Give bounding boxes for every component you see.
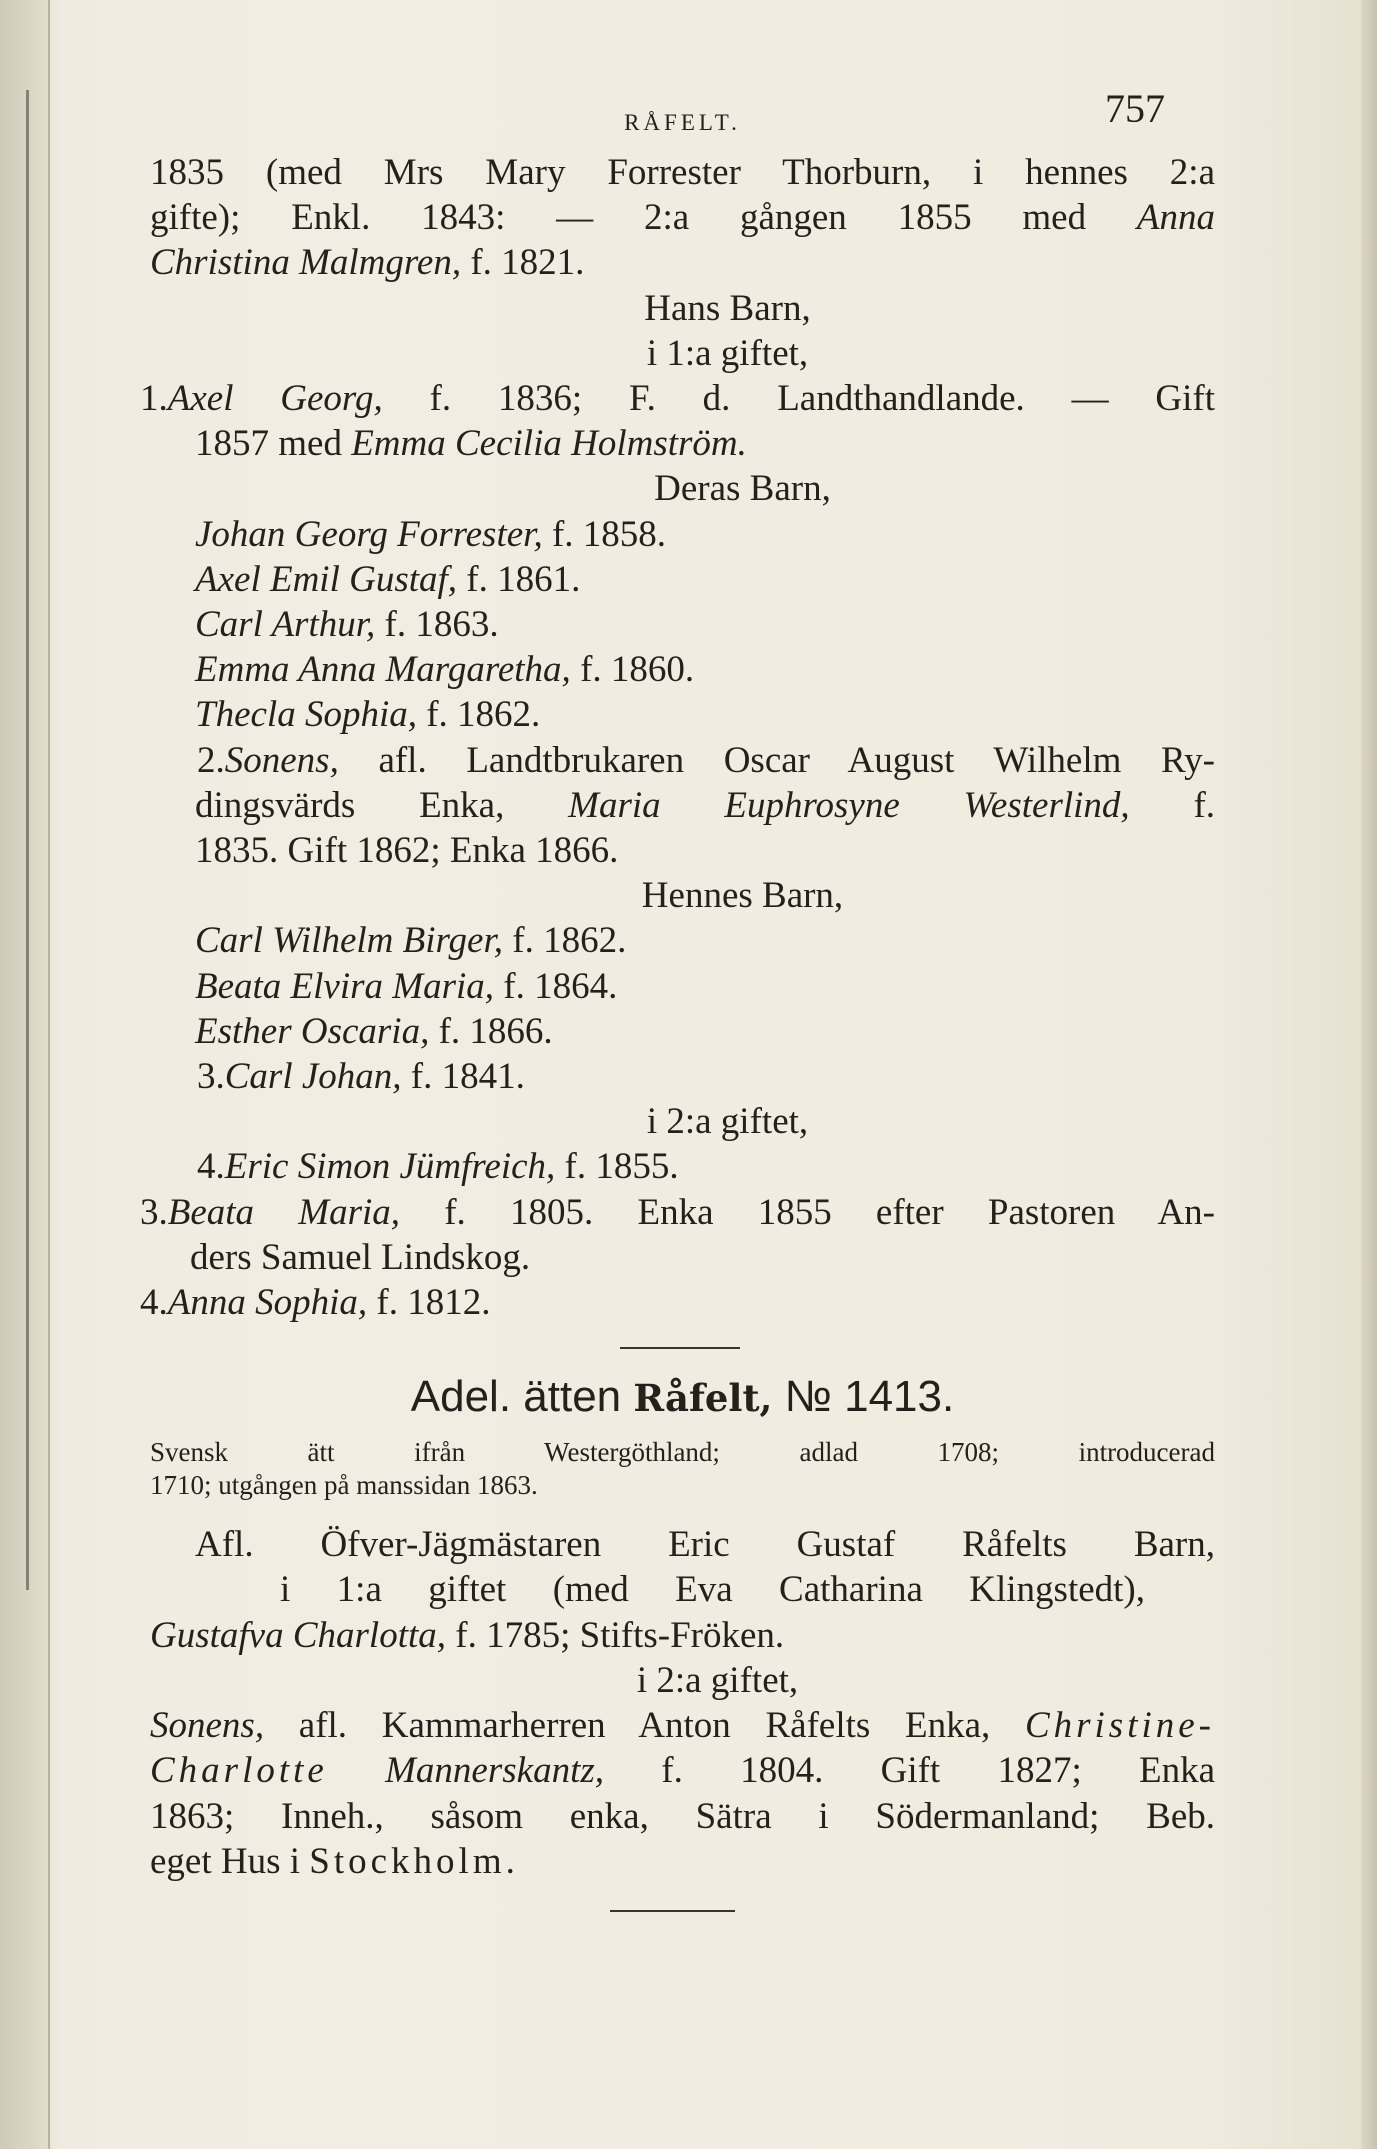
subheading: i 2:a giftet, — [636, 1659, 799, 1701]
name-italic: Sonens, — [224, 739, 339, 781]
subheading: Hans Barn, — [644, 287, 811, 329]
subheading: i 1:a giftet (med Eva Catharina Klingstedt), — [280, 1569, 1145, 1611]
text-span: f. 1821. — [470, 242, 585, 284]
text-line — [150, 783, 1215, 828]
entry-number: 2. — [197, 739, 225, 781]
text-line — [150, 647, 1215, 692]
text-line — [150, 1009, 1215, 1054]
entry-number: 4. — [140, 1282, 168, 1324]
family-name: Råfelt, — [633, 1376, 773, 1421]
text-line: 1835 (med Mrs Mary Forrester Thorburn, i hennes 2:a — [150, 152, 1215, 193]
text-line — [150, 1839, 1215, 1884]
text-line — [150, 602, 1215, 647]
text-line: ders Samuel Lindskog. — [190, 1236, 531, 1278]
page-text — [140, 80, 1216, 1912]
text-span: f. 1863. — [384, 604, 499, 646]
name-italic: Eric Simon Jümfreich, — [224, 1146, 556, 1188]
text-span: f. 1812. — [376, 1282, 491, 1324]
name-italic: Anna Sophia, — [167, 1282, 368, 1324]
running-title: RÅFELT. — [624, 110, 741, 135]
name-italic: Emma Anna Margaretha, — [195, 649, 571, 691]
name-italic: Emma Cecilia Holmström. — [351, 423, 747, 465]
text-line — [140, 376, 1215, 421]
text-line — [150, 512, 1215, 557]
genealogy-section — [140, 150, 1216, 1325]
text-span: f. 1862. — [512, 920, 627, 962]
text-span: f. 1858. — [551, 513, 667, 555]
name-italic: Esther Oscaria, — [195, 1010, 430, 1052]
subheading: i 1:a giftet, — [646, 332, 809, 374]
name-italic: Mannerskantz, — [385, 1750, 605, 1792]
name-italic: Beata Maria, — [167, 1191, 401, 1233]
family-title — [150, 1367, 1215, 1428]
text-span: f. 1785; Stifts-Fröken. — [455, 1614, 785, 1656]
gutter-shadow — [26, 90, 29, 1590]
text-line — [150, 964, 1215, 1009]
family-section — [150, 1367, 1215, 1884]
text-line — [150, 421, 1215, 466]
text-span: f. 1836; F. d. Landthandlande. — Gift — [429, 378, 1215, 420]
name-italic-spaced: Charlotte — [150, 1750, 328, 1792]
name-italic: Carl Arthur, — [195, 604, 376, 646]
text-span: f. 1805. Enka 1855 efter Pastoren An- — [444, 1191, 1215, 1233]
name-italic: Thecla Sophia, — [195, 694, 417, 736]
name-italic: Axel Emil Gustaf, — [195, 558, 458, 600]
entry-number: 3. — [197, 1056, 225, 1098]
text-span: f. 1861. — [466, 558, 581, 600]
text-span: f. 1804. Gift 1827; Enka — [661, 1750, 1216, 1792]
end-divider — [610, 1910, 735, 1912]
text-span: gifte); Enkl. 1843: — 2:a gången 1855 med — [150, 197, 1087, 239]
entry-number: 3. — [140, 1191, 168, 1233]
name-italic: Axel Georg, — [167, 378, 383, 420]
text-line — [150, 557, 1215, 602]
name-italic: Carl Johan, — [224, 1056, 402, 1098]
name-italic: Carl Wilhelm Birger, — [195, 920, 503, 962]
subheading: Hennes Barn, — [641, 875, 844, 917]
text-line — [140, 1280, 1215, 1325]
name-italic: Sonens, — [150, 1705, 265, 1747]
text-span: f. 1841. — [410, 1056, 525, 1098]
subheading: i 2:a giftet, — [646, 1101, 809, 1143]
text-span: 1857 med — [195, 423, 342, 465]
name-italic: Gustafva Charlotta, — [150, 1614, 447, 1656]
binding-gutter — [0, 0, 50, 2149]
page-number: 757 — [1105, 86, 1165, 131]
name-italic: Beata Elvira Maria, — [195, 965, 495, 1007]
text-span: f. — [1193, 784, 1216, 826]
name-italic: Johan Georg Forrester, — [195, 513, 543, 555]
entry-number: 4. — [197, 1146, 225, 1188]
text-line — [150, 692, 1215, 737]
text-line — [150, 1748, 1215, 1793]
place-spaced: Stockholm. — [309, 1840, 519, 1882]
text-span: f. 1866. — [438, 1010, 553, 1052]
name-italic-spaced: Christine- — [1024, 1705, 1215, 1747]
text-line — [150, 918, 1215, 963]
text-line — [140, 1190, 1215, 1235]
entry-number: 1. — [140, 378, 168, 420]
text-span: f. 1855. — [564, 1146, 679, 1188]
text-line — [150, 738, 1215, 783]
text-span: afl. Kammarherren Anton Råfelts Enka, — [298, 1705, 991, 1747]
text-line: Afl. Öfver-Jägmästaren Eric Gustaf Råfelts Barn, — [195, 1524, 1215, 1566]
name-italic: Christina Malmgren, — [150, 242, 462, 284]
family-number: № 1413. — [784, 1372, 955, 1422]
text-span: afl. Landtbrukaren Oscar August Wilhelm Ry- — [378, 739, 1215, 781]
text-span: f. 1860. — [580, 649, 695, 691]
family-description: Svensk ätt ifrån Westergöthland; adlad 1708; introducerad — [150, 1437, 1215, 1468]
text-line: 1863; Inneh., såsom enka, Sätra i Södermanland; Beb. — [150, 1795, 1215, 1837]
title-text: Adel. ätten — [410, 1372, 622, 1422]
text-span: eget Hus i — [150, 1840, 301, 1882]
page-header — [150, 80, 1215, 150]
text-line — [150, 195, 1215, 240]
section-divider — [620, 1347, 740, 1349]
text-span: dingsvärds Enka, — [195, 784, 505, 826]
text-line — [150, 1703, 1215, 1748]
name-italic: Anna — [1136, 197, 1215, 239]
text-line: 1835. Gift 1862; Enka 1866. — [195, 830, 619, 872]
subheading: Deras Barn, — [654, 468, 831, 510]
text-line — [150, 1613, 1215, 1658]
text-line — [150, 240, 1215, 285]
text-line — [150, 1144, 1215, 1189]
text-span: f. 1864. — [503, 965, 618, 1007]
family-description: 1710; utgången på manssidan 1863. — [150, 1470, 538, 1501]
text-line — [150, 1054, 1215, 1099]
name-italic: Maria Euphrosyne Westerlind, — [568, 784, 1130, 826]
text-span: f. 1862. — [426, 694, 541, 736]
page-edge — [1361, 0, 1377, 2149]
